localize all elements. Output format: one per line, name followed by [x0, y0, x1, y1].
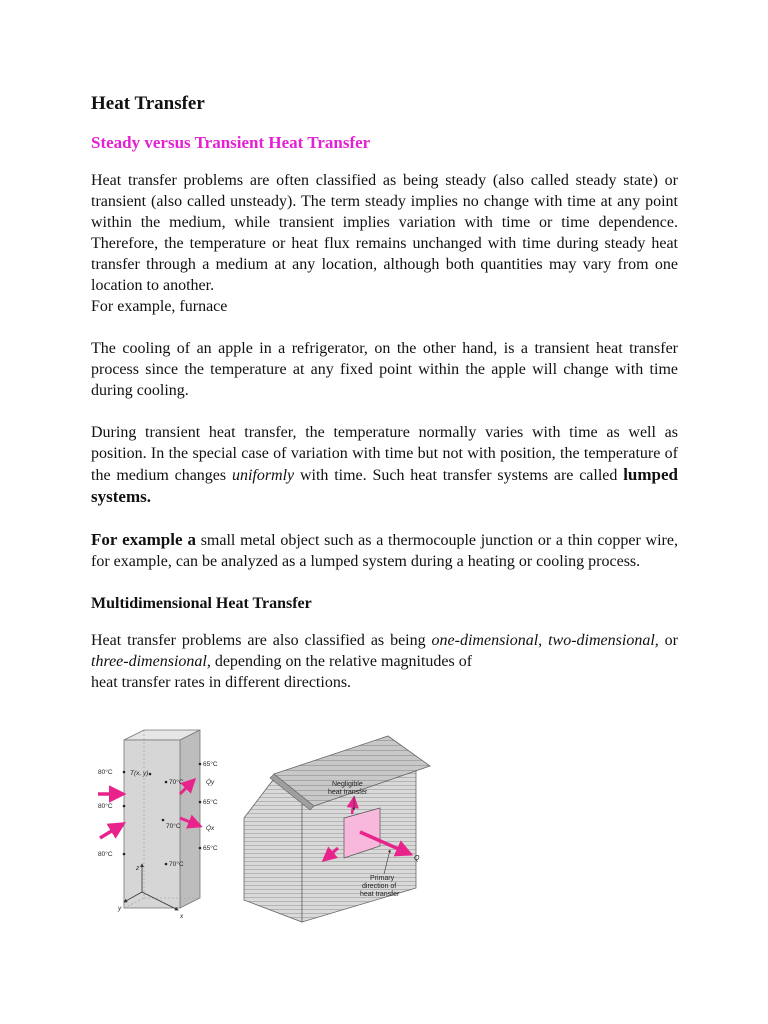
label-70c-top: 70°C — [169, 779, 184, 786]
label-heat-transfer-primary: heat transfer — [360, 891, 400, 898]
label-txy: T(x, y) — [130, 770, 149, 777]
temp-point — [165, 863, 168, 866]
label-70c-bottom: 70°C — [169, 861, 184, 868]
temp-point — [199, 801, 202, 804]
label-negligible: Negligible — [332, 781, 363, 788]
label-qx: Q̇x — [206, 825, 215, 832]
temp-point — [123, 853, 126, 856]
paragraph-thermocouple-example — [91, 529, 678, 572]
page-title: Heat Transfer — [91, 93, 205, 114]
label-primary: Primary — [370, 875, 395, 882]
paragraph-apple-cooling: The cooling of an apple in a refrigerator, on the other hand, is a transient heat transfer process since the temperature at any fixed point within the apple will change with time during cooling. — [91, 340, 678, 399]
axis-y-label: y — [118, 905, 122, 912]
text-uniformly: uniformly — [231, 467, 295, 484]
label-80c-top: 80°C — [98, 769, 113, 776]
text-run: depending on the relative magnitudes of — [210, 653, 473, 670]
text-for-example: For example a — [91, 530, 196, 549]
figure-house — [240, 726, 540, 926]
document-body — [91, 92, 678, 693]
text-run: During transient heat transfer, the temperature normally varies with time as well as position. In the special case of variation with time but not with position, the temperature of the medium changes — [91, 424, 678, 484]
house-gable-wall — [244, 776, 302, 922]
label-q: Q — [414, 855, 420, 862]
temp-point — [123, 771, 126, 774]
label-heat-transfer: heat transfer — [328, 789, 368, 796]
section-heading-multidimensional: Multidimensional Heat Transfer — [91, 595, 312, 612]
temp-point — [123, 805, 126, 808]
label-80c-mid: 80°C — [98, 803, 113, 810]
paragraph-dimensional-classification — [91, 630, 678, 693]
label-80c-bottom: 80°C — [98, 851, 113, 858]
temp-point — [199, 847, 202, 850]
label-65c-mid: 65°C — [203, 799, 218, 806]
temp-point — [199, 763, 202, 766]
heat-in-arrow-lower — [100, 824, 123, 838]
figure-2d-block — [96, 726, 236, 926]
text-run: or — [658, 632, 679, 649]
paragraph-example-furnace: For example, furnace — [91, 298, 228, 315]
section-heading-steady-transient: Steady versus Transient Heat Transfer — [91, 133, 371, 152]
text-lumped-systems: lumped systems. — [91, 465, 678, 506]
paragraph-steady-definition: Heat transfer problems are often classified as being steady (also called steady state) or transient (also called unsteady). The term steady implies no change with time at any point within the medium, while transient implies variation with time or time dependence. Therefore, the temperature or heat flux remains unchanged with time during steady heat transfer through a medium at any location, although both quantities may vary from one location to another. — [91, 172, 678, 294]
figures-row — [96, 726, 696, 926]
temp-point — [149, 773, 152, 776]
text-three-dimensional: three-dimensional, — [91, 653, 211, 670]
text-run: heat transfer rates in different directions. — [91, 674, 352, 691]
text-run: Heat transfer problems are also classified as being — [91, 632, 432, 649]
temp-point — [165, 781, 168, 784]
axis-x-label: x — [180, 913, 184, 920]
axis-z-label: z — [136, 865, 140, 872]
text-dimensions-italic: one-dimensional, two-dimensional, — [431, 632, 659, 649]
text-run: with time. Such heat transfer systems are called — [294, 467, 624, 484]
label-70c-mid: 70°C — [166, 823, 181, 830]
label-direction-of: direction of — [362, 883, 397, 890]
paragraph-lumped-systems — [91, 422, 678, 508]
label-qy: Q̇y — [206, 779, 215, 786]
label-65c-top: 65°C — [203, 761, 218, 768]
label-65c-bottom: 65°C — [203, 845, 218, 852]
temp-point — [162, 819, 165, 822]
text-run: small metal object such as a thermocouple junction or a thin copper wire, for example, can be analyzed as a lumped system during a heating or cooling process. — [91, 532, 678, 570]
